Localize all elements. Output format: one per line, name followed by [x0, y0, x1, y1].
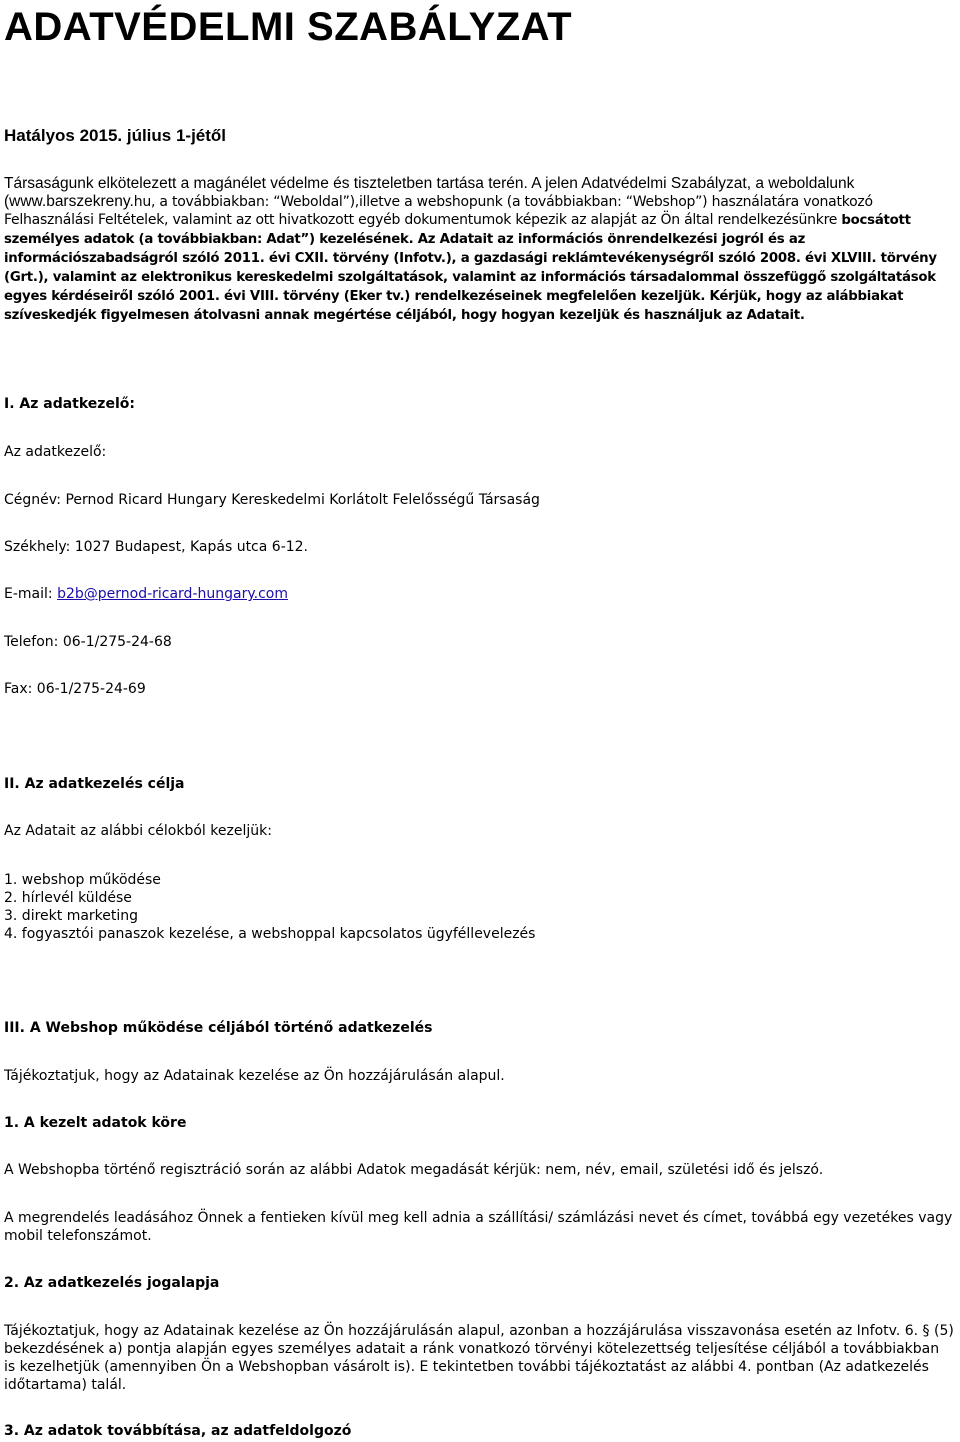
purposes-list	[4, 871, 535, 943]
subsection-3-heading: 3. Az adatok továbbítása, az adatfeldolgozó	[4, 1423, 352, 1439]
subsection-2-paragraph-1: Tájékoztatjuk, hogy az Adatainak kezelése az Ön hozzájárulásán alapul, azonban a hozzájárulása visszavonása esetén az Infotv. 6. § (5) bekezdésének a) pontja alapján egyes személyes adatait a ránk vonatkozó törvényi kötelezettség teljesítése céljából a továbbiakban is kezelhetjük (amennyiben Ön a Webshopban vásárolt is). E tekintetben további tájékoztatást az alábbi 4. pontban (Az adatkezelés időtartama) talál.	[4, 1323, 954, 1393]
controller-label: Az adatkezelő:	[4, 444, 107, 460]
document-title: ADATVÉDELMI SZABÁLYZAT	[4, 5, 573, 49]
purposes-intro: Az Adatait az alábbi célokból kezeljük:	[4, 823, 272, 839]
list-item: 2. hírlevél küldése	[4, 890, 132, 906]
section-1-heading: I. Az adatkezelő:	[4, 396, 135, 412]
subsection-1-paragraph-2: A megrendelés leadásához Önnek a fentieken kívül meg kell adnia a szállítási/ számlázási nevet és címet, továbbá egy vezetékes vagy mobil telefonszámot.	[4, 1210, 953, 1244]
subsection-1-paragraph-1: A Webshopba történő regisztráció során az alábbi Adatok megadását kérjük: nem, név, email, születési idő és jelszó.	[4, 1162, 824, 1178]
section-3-heading: III. A Webshop működése céljából történő adatkezelés	[4, 1020, 433, 1036]
email-label: E-mail:	[4, 586, 58, 602]
section-2-heading: II. Az adatkezelés célja	[4, 776, 185, 792]
section-3-intro: Tájékoztatjuk, hogy az Adatainak kezelése az Ön hozzájárulásán alapul.	[4, 1068, 505, 1084]
intro-line-2b: hu, a továbbiakban: “Weboldal”),illetve a webshopunk (a továbbiakban: “Webshop”) használatára vonatkozó	[133, 194, 873, 210]
fax-line: Fax: 06-1/275-24-69	[4, 681, 146, 697]
intro-line-1: Társaságunk elkötelezett a magánélet védelme és tiszteletben tartása terén. A jelen Adatvédelmi Szabályzat, a weboldalunk	[4, 175, 855, 192]
intro-line-2a: (www.barszekreny.	[4, 193, 134, 210]
intro-line-3: Felhasználási Feltételek, valamint az ott hivatkozott egyéb dokumentumok képezik az alapját az Ön által rendelkezésünkre	[4, 212, 838, 228]
subsection-2-heading: 2. Az adatkezelés jogalapja	[4, 1275, 220, 1291]
list-item: 1. webshop működése	[4, 872, 161, 888]
intro-paragraph	[4, 175, 960, 325]
company-seat: Székhely: 1027 Budapest, Kapás utca 6-12.	[4, 539, 309, 555]
list-item: 3. direkt marketing	[4, 908, 139, 924]
company-name: Cégnév: Pernod Ricard Hungary Kereskedelmi Korlátolt Felelősségű Társaság	[4, 492, 540, 508]
list-item: 4. fogyasztói panaszok kezelése, a webshoppal kapcsolatos ügyféllevelezés	[4, 926, 536, 942]
subsection-1-heading: 1. A kezelt adatok köre	[4, 1115, 187, 1131]
effective-date: Hatályos 2015. július 1-jétől	[4, 126, 227, 145]
email-line	[4, 585, 288, 603]
email-link[interactable]: b2b@pernod-ricard-hungary.com	[57, 586, 288, 602]
intro-rest: bocsátott személyes adatok (a továbbiakban: Adat”) kezelésének. Az Adatait az információs önrendelkezési jogról és az információszabadságról szóló 2011. évi CXII. törvény (Infotv.), a gazdasági reklámtevékenységről szóló 2008. évi XLVIII. törvény (Grt.), valamint az elektronikus kereskedelmi szolgáltatások, valamint az információs társadalommal összefüggő szolgáltatások egyes kérdéseiről szóló 2001. évi VIII. törvény (Eker tv.) rendelkezéseinek megfelelően kezeljük. Kérjük, hogy az alábbiakat szíveskedjék figyelmesen átolvasni annak megértése céljából, hogy hogyan kezeljük és használjuk az Adatait.	[4, 213, 937, 323]
phone-line: Telefon: 06-1/275-24-68	[4, 634, 172, 650]
